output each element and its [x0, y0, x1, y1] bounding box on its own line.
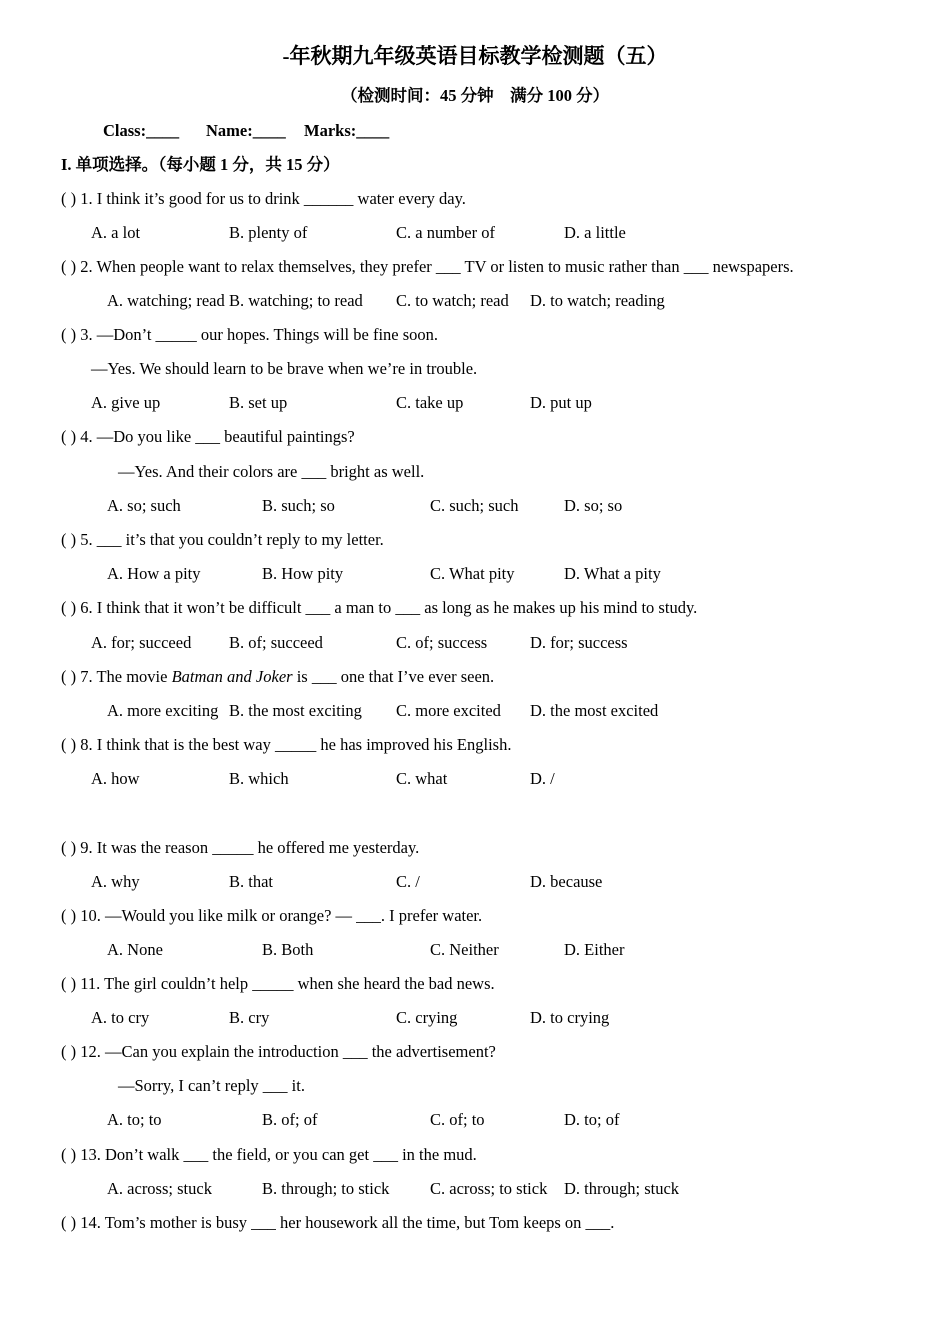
question-10-stem: ( ) 10. —Would you like milk or orange? — ___. I prefer water.: [61, 906, 483, 925]
question-8-stem: ( ) 8. I think that is the best way _____ he has improved his English.: [61, 735, 512, 754]
question-11-stem: ( ) 11. The girl couldn’t help _____ when she heard the bad news.: [61, 974, 495, 993]
class-label: Class:____: [103, 121, 180, 140]
question-2-option-a: A. watching; read: [107, 291, 225, 310]
question-11-option-d: D. to crying: [530, 1008, 610, 1027]
page-title: -年秋期九年级英语目标教学检测题（五）: [282, 44, 668, 68]
question-3-option-b: B. set up: [229, 393, 288, 412]
question-12-stem: ( ) 12. —Can you explain the introduction ___ the advertisement?: [61, 1042, 496, 1061]
question-3-reply: —Yes. We should learn to be brave when we’re in trouble.: [91, 359, 478, 378]
question-6-option-d: D. for; success: [530, 633, 628, 652]
question-4-reply: —Yes. And their colors are ___ bright as well.: [118, 462, 425, 481]
question-2-stem: ( ) 2. When people want to relax themselves, they prefer ___ TV or listen to music rather than ___ newspapers.: [61, 257, 794, 276]
question-12-option-a: A. to; to: [107, 1110, 162, 1129]
question-9-option-d: D. because: [530, 872, 603, 891]
question-3-option-d: D. put up: [530, 393, 592, 412]
question-3-stem: ( ) 3. —Don’t _____ our hopes. Things will be fine soon.: [61, 325, 439, 344]
question-4-option-b: B. such; so: [262, 496, 335, 515]
question-10-option-b: B. Both: [262, 940, 314, 959]
question-8-option-a: A. how: [91, 769, 140, 788]
question-1-option-c: C. a number of: [396, 223, 495, 242]
name-label: Name:____: [206, 121, 286, 140]
question-2-option-c: C. to watch; read: [396, 291, 509, 310]
question-9-stem: ( ) 9. It was the reason _____ he offered me yesterday.: [61, 838, 420, 857]
question-13-option-c: C. across; to stick: [430, 1179, 548, 1198]
question-12-option-b: B. of; of: [262, 1110, 318, 1129]
question-13-option-d: D. through; stuck: [564, 1179, 680, 1198]
question-10-option-c: C. Neither: [430, 940, 499, 959]
question-7-stem-post: is ___ one that I’ve ever seen.: [292, 667, 495, 686]
question-6-stem: ( ) 6. I think that it won’t be difficult ___ a man to ___ as long as he makes up his mind to study.: [61, 598, 698, 617]
question-10-option-d: D. Either: [564, 940, 625, 959]
question-12-reply: —Sorry, I can’t reply ___ it.: [118, 1076, 305, 1095]
question-9-option-c: C. /: [396, 872, 420, 891]
question-8-option-b: B. which: [229, 769, 289, 788]
question-2-option-d: D. to watch; reading: [530, 291, 665, 310]
question-3-option-c: C. take up: [396, 393, 464, 412]
question-9-option-b: B. that: [229, 872, 273, 891]
question-5-option-c: C. What pity: [430, 564, 515, 583]
page-subtitle: （检测时间：45 分钟 满分 100 分）: [340, 86, 610, 105]
question-13-option-a: A. across; stuck: [107, 1179, 212, 1198]
question-7-stem: [61, 667, 494, 687]
question-5-option-d: D. What a pity: [564, 564, 661, 583]
marks-label: Marks:____: [304, 121, 390, 140]
question-9-option-a: A. why: [91, 872, 140, 891]
question-1-option-d: D. a little: [564, 223, 626, 242]
question-2-option-b: B. watching; to read: [229, 291, 363, 310]
question-4-option-a: A. so; such: [107, 496, 181, 515]
question-11-option-b: B. cry: [229, 1008, 270, 1027]
question-13-stem: ( ) 13. Don’t walk ___ the field, or you can get ___ in the mud.: [61, 1145, 477, 1164]
question-7-option-d: D. the most excited: [530, 701, 659, 720]
section-heading: I. 单项选择。（每小题 1 分，共 15 分）: [61, 155, 340, 174]
question-12-option-d: D. to; of: [564, 1110, 620, 1129]
question-4-option-d: D. so; so: [564, 496, 623, 515]
question-7-option-b: B. the most exciting: [229, 701, 362, 720]
question-1-option-a: A. a lot: [91, 223, 141, 242]
question-7-movie-title: Batman and Joker: [171, 667, 293, 686]
question-1-stem: ( ) 1. I think it’s good for us to drink ______ water every day.: [61, 189, 466, 208]
question-11-option-c: C. crying: [396, 1008, 458, 1027]
question-4-stem: ( ) 4. —Do you like ___ beautiful paintings?: [61, 427, 355, 446]
question-5-stem: ( ) 5. ___ it’s that you couldn’t reply to my letter.: [61, 530, 384, 549]
question-7-stem-pre: ( ) 7. The movie: [61, 667, 172, 686]
question-13-option-b: B. through; to stick: [262, 1179, 390, 1198]
question-5-option-a: A. How a pity: [107, 564, 201, 583]
question-7-option-a: A. more exciting: [107, 701, 219, 720]
question-12-option-c: C. of; to: [430, 1110, 485, 1129]
question-6-option-c: C. of; success: [396, 633, 488, 652]
question-4-option-c: C. such; such: [430, 496, 519, 515]
question-8-option-d: D. /: [530, 769, 555, 788]
question-6-option-b: B. of; succeed: [229, 633, 323, 652]
question-8-option-c: C. what: [396, 769, 448, 788]
question-1-option-b: B. plenty of: [229, 223, 308, 242]
question-14-stem: ( ) 14. Tom’s mother is busy ___ her housework all the time, but Tom keeps on ___.: [61, 1213, 615, 1232]
question-5-option-b: B. How pity: [262, 564, 344, 583]
question-3-option-a: A. give up: [91, 393, 161, 412]
question-6-option-a: A. for; succeed: [91, 633, 192, 652]
question-10-option-a: A. None: [107, 940, 163, 959]
question-7-option-c: C. more excited: [396, 701, 501, 720]
question-11-option-a: A. to cry: [91, 1008, 150, 1027]
